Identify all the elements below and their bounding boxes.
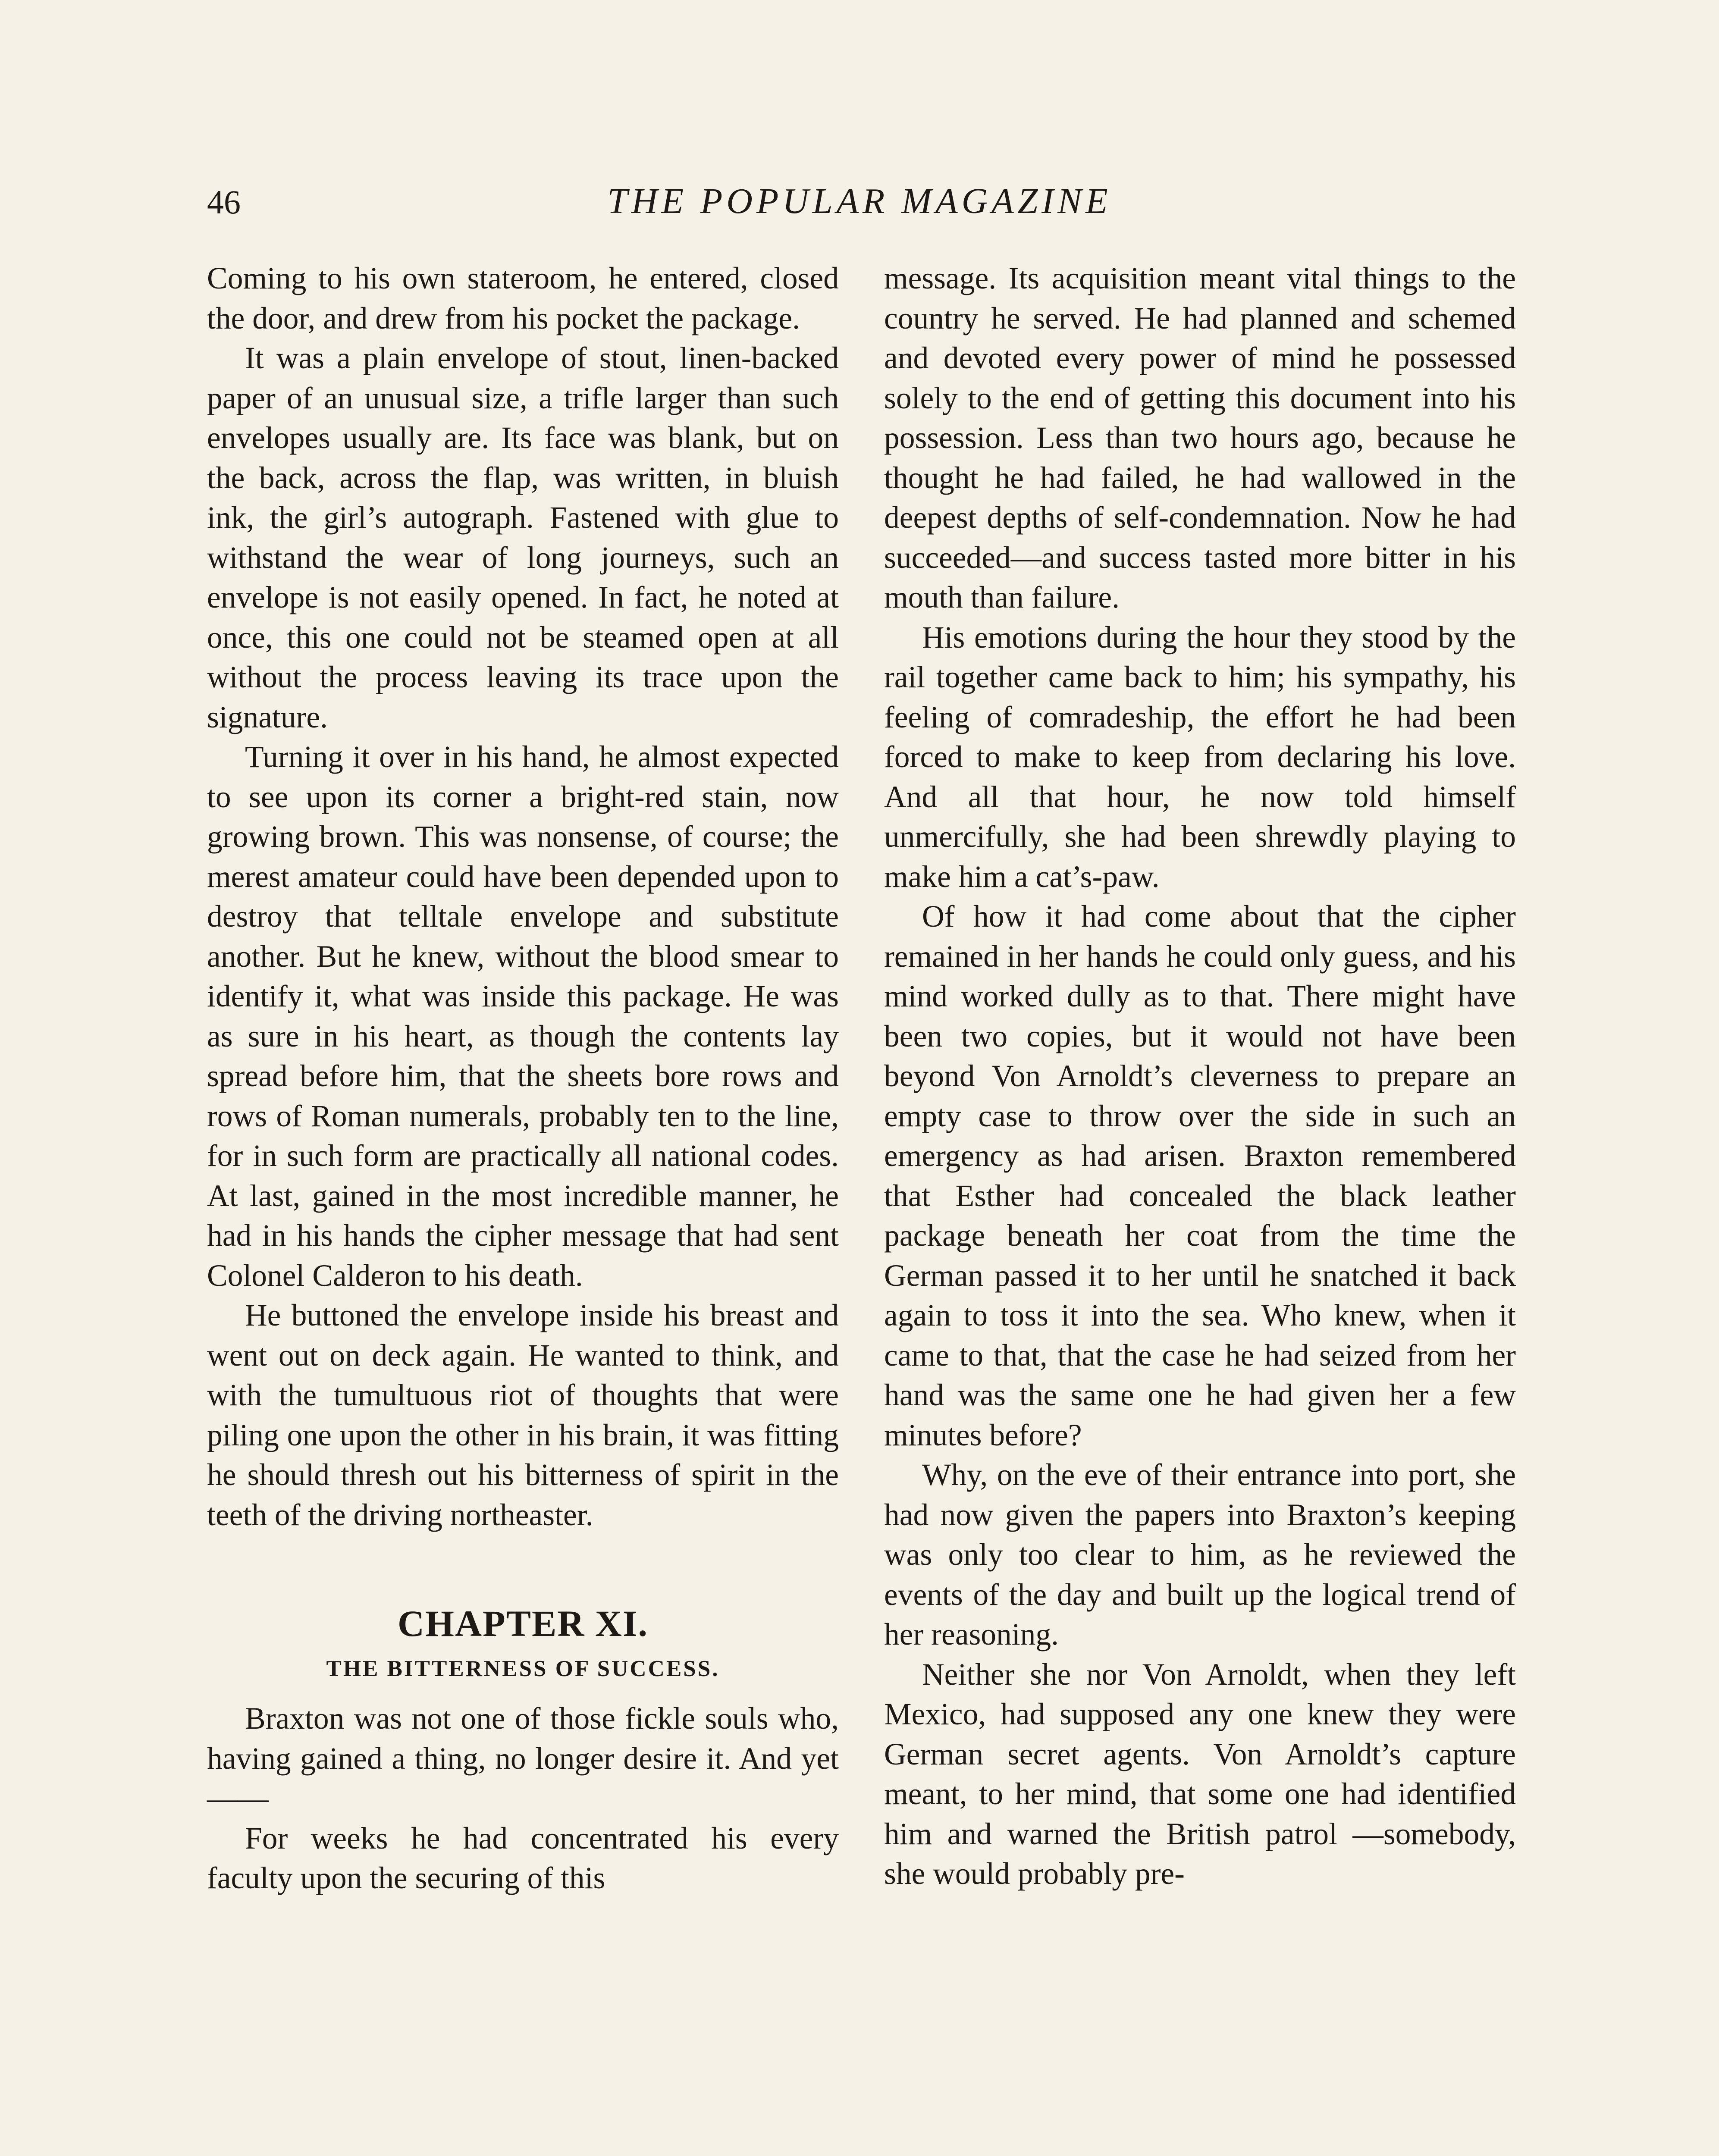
paragraph: message. Its acquisition meant vital things to the country he served. He had planned and schemed and devoted every power of mind he possessed solely to the end of getting this document into his possession. Less than two hours ago, because he thought he had failed, he had wallowed in the deepest depths of self-condemnation. Now he had succeeded—and success tasted more bitter in his mouth than failure.	[884, 261, 1516, 614]
paragraph: Turning it over in his hand, he almost expected to see upon its corner a bright-red stain, now growing brown. This was nonsense, of course; the merest amateur could have been depended upon to destroy that telltale envelope and substitute another. But he knew, without the blood smear to identify it, what was inside this package. He was as sure in his heart, as though the contents lay spread before him, that the sheets bore rows and rows of Roman numerals, probably ten to the line, for in such form are practically all national codes. At last, gained in the most incredible manner, he had in his hands the cipher message that had sent Colonel Calderon to his death.	[207, 740, 839, 1293]
paragraph: For weeks he had concentrated his every faculty upon the securing of this	[207, 1821, 839, 1895]
paragraph: It was a plain envelope of stout, linen-backed paper of an unusual size, a trifle larger than such envelopes usually are. Its face was blank, but on the back, across the flap, was written, in bluish ink, the girl’s autograph. Fastened with glue to withstand the wear of long journeys, such an envelope is not easily opened. In fact, he noted at once, this one could not be steamed open at all without the process leaving its trace upon the signature.	[207, 341, 839, 734]
paragraph: Braxton was not one of those fickle souls who, having gained a thing, no longer desire it. And yet——	[207, 1702, 839, 1815]
paragraph: He buttoned the envelope inside his breast and went out on deck again. He wanted to think, and with the tumultuous riot of thoughts that were piling one upon the other in his brain, it was fitting he should thresh out his bitterness of spirit in the teeth of the driving northeaster.	[207, 1298, 839, 1532]
chapter-spacer	[207, 1535, 839, 1600]
running-head: THE POPULAR MAGAZINE	[607, 181, 1112, 221]
paragraph: Coming to his own stateroom, he entered, closed the door, and drew from his pocket the package.	[207, 261, 839, 335]
right-column	[884, 259, 1516, 1894]
chapter-subtitle: THE BITTERNESS OF SUCCESS.	[326, 1656, 720, 1681]
paragraph: His emotions during the hour they stood by the rail together came back to him; his sympathy, his feeling of comradeship, the effort he had been forced to make to keep from declaring his love. And all that hour, he now told himself unmercifully, she had been shrewdly playing to make him a cat’s-paw.	[884, 620, 1516, 894]
paragraph: Of how it had come about that the cipher remained in her hands he could only guess, and his mind worked dully as to that. There might have been two copies, but it would not have been beyond Von Arnoldt’s cleverness to prepare an empty case to throw over the side in such an emergency as had arisen. Braxton remembered that Esther had concealed the black leather package beneath her coat from the time the German passed it to her until he snatched it back again to toss it into the sea. Who knew, when it came to that, that the case he had seized from her hand was the same one he had given her a few minutes before?	[884, 899, 1516, 1452]
page-number: 46	[207, 183, 241, 221]
chapter-title: CHAPTER XI.	[397, 1603, 649, 1644]
left-column	[207, 259, 839, 1899]
paragraph: Why, on the eve of their entrance into port, she had now given the papers into Braxton’s keeping was only too clear to him, as he reviewed the events of the day and built up the logical trend of her reasoning.	[884, 1458, 1516, 1651]
paragraph: Neither she nor Von Arnoldt, when they left Mexico, had supposed any one knew they were German secret agents. Von Arnoldt’s capture meant, to her mind, that some one had identified him and warned the British patrol —somebody, she would probably pre-	[884, 1657, 1516, 1891]
